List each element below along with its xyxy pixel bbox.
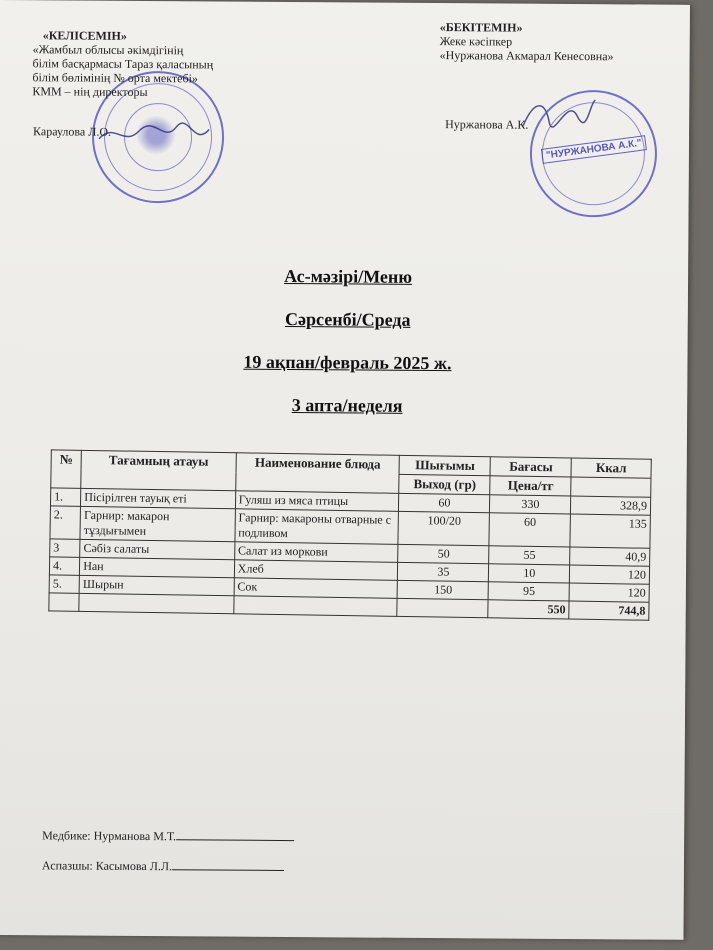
header-name-kz: Тағамның атауы [81, 450, 236, 490]
total-price: 550 [488, 600, 569, 619]
header-kcal-empty [571, 477, 651, 497]
header-price-kz: Бағасы [490, 457, 571, 477]
agreed-signature-name: Караулова Л.О. [33, 124, 112, 139]
row-output: 100/20 [398, 511, 490, 545]
row-name-ru: Сок [234, 578, 398, 599]
row-num: 1. [50, 488, 80, 506]
row-output: 35 [398, 562, 489, 581]
row-name-kz: Нан [80, 557, 235, 577]
nurse-signature-line [42, 828, 294, 845]
row-name-kz: Сәбіз салаты [80, 539, 235, 559]
date-title: 19 ақпан/февраль 2025 ж. [243, 351, 452, 374]
cook-signature-line [42, 858, 284, 875]
total-kcal: 744,8 [569, 601, 649, 620]
header-kcal: Ккал [571, 458, 651, 478]
total-empty-1 [49, 593, 79, 611]
row-price: 60 [489, 513, 570, 547]
row-name-kz: Шырын [79, 575, 234, 595]
cook-label: Аспазшы: Касымова Л.Л. [41, 858, 173, 874]
row-name-kz: Пісірілген тауық еті [81, 488, 236, 508]
header-name-ru: Наименование блюда [235, 453, 399, 494]
agreed-line-2: білім басқармасы Тараз қаласының [32, 56, 214, 72]
row-kcal: 328,9 [571, 496, 651, 515]
agreed-line-3: білім бөлімінің № орта мектебі» [32, 70, 199, 86]
header-output-ru: Выход (гр) [399, 474, 490, 494]
header-num: № [51, 450, 82, 488]
row-price: 55 [489, 546, 570, 565]
row-kcal: 135 [570, 514, 650, 548]
row-name-ru: Хлеб [234, 560, 398, 581]
row-output: 50 [398, 544, 489, 563]
agreed-block [32, 28, 213, 99]
row-num: 5. [49, 575, 79, 593]
approved-block [440, 20, 614, 63]
day-title: Сәрсенбі/Среда [284, 308, 411, 330]
approved-line-1: Жеке кәсіпкер [439, 34, 513, 49]
row-output: 60 [399, 493, 490, 512]
approved-heading: «БЕКІТЕМІН» [439, 20, 523, 35]
row-price: 95 [489, 582, 570, 601]
header-price-ru: Цена/тг [490, 476, 571, 496]
row-name-ru: Салат из моркови [234, 542, 398, 563]
menu-title: Ас-мәзірі/Меню [284, 265, 413, 287]
row-output: 150 [397, 580, 488, 599]
document-titles [197, 263, 498, 437]
row-price: 330 [490, 495, 571, 514]
row-num: 3 [50, 539, 80, 557]
approved-line-2: «Нуржанова Акмарал Кенесовна» [439, 48, 614, 64]
stamp-label: "НУРЖАНОВА А.К." [541, 135, 647, 164]
header-output-kz: Шығымы [399, 455, 490, 475]
row-name-ru: Гарнир: макароны отварные с подливом [235, 509, 399, 545]
row-kcal: 120 [569, 583, 649, 602]
row-price: 10 [489, 564, 570, 583]
row-num: 4. [49, 557, 79, 575]
row-kcal: 40,9 [570, 547, 650, 566]
row-kcal: 120 [570, 565, 650, 584]
agreed-line-1: «Жамбыл облысы әкімдігінің [32, 42, 184, 58]
week-title: 3 апта/неделя [291, 395, 403, 416]
nurse-label: Медбике: Нурманова М.Т. [42, 828, 177, 844]
row-name-ru: Гуляш из мяса птицы [235, 491, 399, 512]
row-num: 2. [50, 506, 81, 539]
agreed-line-4: КММ – нің директоры [32, 84, 148, 100]
total-empty-3 [234, 596, 398, 617]
handwritten-signature-left [94, 117, 214, 152]
total-empty-2 [79, 593, 234, 613]
total-empty-4 [397, 598, 488, 617]
row-name-kz: Гарнир: макарон тұздығымен [80, 506, 235, 541]
table-header-row [51, 450, 651, 478]
agreed-heading: «КЕЛІСЕМІН» [42, 28, 127, 43]
approved-signature-name: Нуржанова А.К. [445, 117, 529, 132]
menu-table [48, 449, 651, 620]
